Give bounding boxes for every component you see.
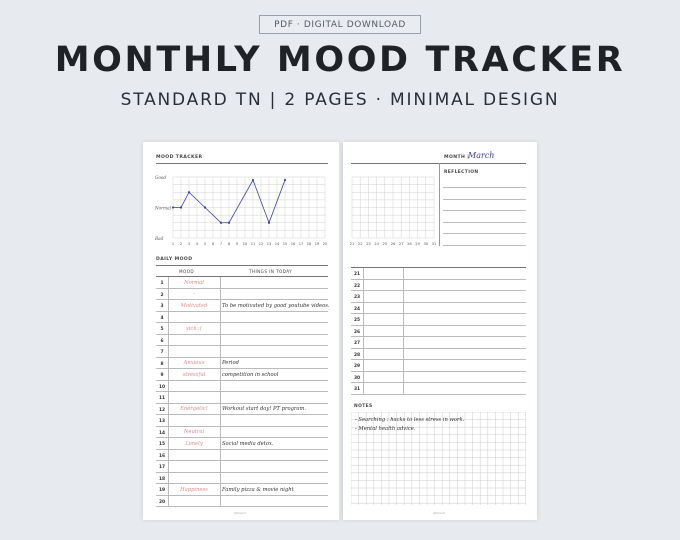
x-tick-label: 4 bbox=[195, 242, 199, 246]
mood-tracker-rule bbox=[156, 163, 328, 164]
data-point bbox=[228, 222, 230, 224]
row-day-number: 31 bbox=[353, 387, 361, 392]
x-tick-label: 25 bbox=[382, 242, 388, 246]
row-day-number: 19 bbox=[158, 488, 166, 493]
daily-mood-table-continued bbox=[351, 267, 526, 395]
daily-mood-rule bbox=[156, 265, 328, 266]
x-tick-label: 21 bbox=[349, 242, 355, 246]
table-row[interactable] bbox=[156, 404, 328, 416]
row-mood: sick :( bbox=[186, 325, 202, 332]
row-mood: Motivated bbox=[180, 302, 208, 309]
x-tick-label: 3 bbox=[187, 242, 191, 246]
row-day-number: 10 bbox=[158, 384, 166, 390]
row-day-number: 30 bbox=[353, 375, 361, 381]
row-day-number: 26 bbox=[353, 329, 361, 335]
data-point bbox=[180, 206, 182, 208]
data-point bbox=[284, 179, 286, 181]
row-mood: stressful bbox=[182, 371, 206, 378]
reflection-lines bbox=[443, 177, 526, 247]
row-day-number: 24 bbox=[353, 306, 361, 312]
data-point bbox=[172, 206, 174, 208]
row-day-number: 1 bbox=[160, 281, 164, 286]
daily-mood-label: DAILY MOOD bbox=[156, 257, 193, 262]
table-row[interactable] bbox=[156, 415, 328, 427]
table-row[interactable] bbox=[156, 312, 328, 324]
row-mood: Happiness bbox=[180, 486, 208, 493]
x-tick-label: 14 bbox=[274, 242, 280, 246]
x-tick-label: 22 bbox=[357, 242, 363, 246]
data-point bbox=[268, 222, 270, 224]
x-tick-label: 5 bbox=[203, 242, 207, 246]
x-tick-label: 23 bbox=[366, 242, 371, 246]
mood-line-chart-continued bbox=[348, 172, 438, 250]
data-point bbox=[204, 206, 206, 208]
row-mood: - bbox=[193, 291, 195, 297]
row-things: competition in school bbox=[222, 371, 279, 378]
table-row[interactable] bbox=[351, 372, 526, 384]
row-day-number: 2 bbox=[160, 292, 164, 298]
reflection-line bbox=[443, 245, 526, 246]
table-row[interactable] bbox=[156, 496, 328, 508]
table-row[interactable] bbox=[156, 392, 328, 404]
table-row[interactable] bbox=[351, 349, 526, 361]
table-row[interactable] bbox=[156, 427, 328, 439]
row-day-number: 15 bbox=[158, 442, 166, 447]
row-day-number: 20 bbox=[158, 499, 166, 505]
table-row[interactable] bbox=[351, 360, 526, 372]
note-line-2: - Mental health advice. bbox=[355, 426, 416, 432]
mood-line-chart bbox=[153, 172, 333, 250]
note-line-1: - Searching : hacks to less stress in work. bbox=[355, 417, 465, 423]
table-row[interactable] bbox=[156, 323, 328, 335]
mood-tracker-label: MOOD TRACKER bbox=[156, 155, 203, 160]
row-day-number: 12 bbox=[158, 407, 166, 413]
row-day-number: 4 bbox=[160, 315, 164, 321]
x-tick-label: 15 bbox=[282, 242, 288, 246]
row-mood: Lonely bbox=[185, 440, 203, 447]
x-tick-label: 18 bbox=[306, 242, 312, 246]
daily-mood-table bbox=[156, 267, 328, 505]
table-row[interactable] bbox=[156, 346, 328, 358]
row-day-number: 27 bbox=[353, 341, 361, 346]
table-column-divider bbox=[403, 268, 404, 395]
x-tick-label: 30 bbox=[423, 242, 429, 246]
row-day-number: 18 bbox=[158, 476, 166, 482]
table-column-divider bbox=[363, 268, 364, 395]
row-day-number: 13 bbox=[158, 419, 166, 424]
row-day-number: 5 bbox=[160, 327, 164, 332]
x-tick-label: 13 bbox=[266, 242, 272, 246]
x-tick-label: 26 bbox=[390, 242, 396, 246]
x-tick-label: 2 bbox=[179, 242, 183, 246]
x-tick-label: 7 bbox=[219, 242, 223, 246]
reflection-line bbox=[443, 233, 526, 234]
row-day-number: 21 bbox=[353, 272, 361, 277]
table-row[interactable] bbox=[351, 326, 526, 338]
table-row[interactable] bbox=[156, 335, 328, 347]
page-title: MONTHLY MOOD TRACKER bbox=[54, 40, 626, 80]
table-row[interactable] bbox=[156, 289, 328, 301]
x-tick-label: 27 bbox=[398, 242, 404, 246]
reflection-line bbox=[443, 222, 526, 223]
x-tick-label: 12 bbox=[258, 242, 264, 246]
row-day-number: 29 bbox=[353, 364, 361, 369]
x-tick-label: 19 bbox=[314, 242, 320, 246]
table-row[interactable] bbox=[351, 291, 526, 303]
row-things: To be motivated by good youtube videos. bbox=[222, 302, 330, 309]
table-row[interactable] bbox=[156, 369, 328, 381]
row-day-number: 8 bbox=[160, 361, 164, 367]
row-day-number: 25 bbox=[353, 318, 361, 323]
row-day-number: 28 bbox=[353, 352, 361, 358]
x-tick-label: 31 bbox=[431, 242, 437, 246]
row-day-number: 23 bbox=[353, 295, 361, 300]
row-mood: Normal bbox=[184, 279, 204, 286]
table-row[interactable] bbox=[156, 381, 328, 393]
reflection-line bbox=[443, 187, 526, 188]
x-tick-label: 9 bbox=[235, 242, 239, 246]
table-row[interactable] bbox=[156, 473, 328, 485]
row-things: Period bbox=[222, 360, 239, 366]
table-row[interactable] bbox=[351, 337, 526, 349]
row-mood: Neutral bbox=[183, 429, 205, 435]
reflection-line bbox=[443, 210, 526, 211]
row-mood: Anxious bbox=[183, 360, 205, 366]
data-point bbox=[220, 222, 222, 224]
x-tick-label: 6 bbox=[211, 242, 215, 246]
table-row[interactable] bbox=[351, 314, 526, 326]
table-row[interactable] bbox=[351, 303, 526, 315]
row-day-number: 7 bbox=[160, 350, 164, 355]
row-day-number: 6 bbox=[160, 338, 164, 344]
row-things: Social media detox. bbox=[222, 440, 274, 447]
x-tick-label: 29 bbox=[415, 242, 420, 246]
row-day-number: 16 bbox=[158, 453, 166, 459]
row-day-number: 17 bbox=[158, 465, 166, 470]
table-row[interactable] bbox=[156, 277, 328, 289]
right-planner-page bbox=[343, 142, 537, 520]
row-day-number: 11 bbox=[158, 396, 166, 401]
table-row[interactable] bbox=[156, 358, 328, 370]
row-things: Workout start day! PT program. bbox=[222, 406, 307, 412]
table-row[interactable] bbox=[351, 383, 526, 395]
row-day-number: 3 bbox=[160, 304, 164, 309]
table-row[interactable] bbox=[351, 280, 526, 292]
data-point bbox=[252, 179, 254, 181]
table-row[interactable] bbox=[351, 268, 526, 280]
x-tick-label: 1 bbox=[171, 242, 175, 246]
left-footer: @brand bbox=[234, 511, 246, 515]
table-row[interactable] bbox=[156, 450, 328, 462]
right-footer: @brand bbox=[433, 511, 445, 515]
x-tick-label: 8 bbox=[227, 242, 231, 246]
y-tick-label: Bad bbox=[155, 236, 164, 241]
row-things: Family pizza & movie night bbox=[222, 486, 294, 493]
table-row[interactable] bbox=[156, 300, 328, 312]
row-day-number: 22 bbox=[353, 283, 361, 289]
month-value: March bbox=[468, 151, 495, 160]
chart-divider bbox=[439, 163, 440, 246]
row-day-number: 14 bbox=[158, 430, 166, 436]
y-tick-label: Normal bbox=[155, 205, 171, 211]
notes-label: NOTES bbox=[354, 404, 373, 409]
format-badge: PDF · DIGITAL DOWNLOAD bbox=[259, 15, 421, 34]
table-row[interactable] bbox=[156, 461, 328, 473]
x-tick-label: 28 bbox=[407, 242, 412, 246]
left-planner-page bbox=[143, 142, 339, 520]
x-tick-label: 16 bbox=[290, 242, 296, 246]
x-tick-label: 20 bbox=[322, 242, 328, 246]
x-tick-label: 17 bbox=[298, 242, 304, 246]
x-tick-label: 10 bbox=[242, 242, 248, 246]
col-mood-header: MOOD bbox=[179, 269, 195, 274]
table-column-divider bbox=[168, 277, 169, 507]
table-row[interactable] bbox=[156, 438, 328, 450]
reflection-line bbox=[443, 199, 526, 200]
table-row[interactable] bbox=[156, 484, 328, 496]
y-tick-label: Good bbox=[155, 175, 167, 180]
x-tick-label: 11 bbox=[250, 242, 256, 246]
x-tick-label: 24 bbox=[374, 242, 379, 246]
table-column-divider bbox=[220, 277, 221, 507]
data-point bbox=[188, 191, 190, 193]
row-mood: Energetic! bbox=[180, 406, 208, 412]
page-subtitle: STANDARD TN | 2 PAGES · MINIMAL DESIGN bbox=[120, 90, 560, 110]
row-day-number: 9 bbox=[160, 373, 164, 378]
reflection-label: REFLECTION bbox=[444, 170, 479, 175]
col-things-header: THINGS IN TODAY bbox=[249, 269, 293, 274]
month-label: MONTH | bbox=[444, 155, 470, 160]
